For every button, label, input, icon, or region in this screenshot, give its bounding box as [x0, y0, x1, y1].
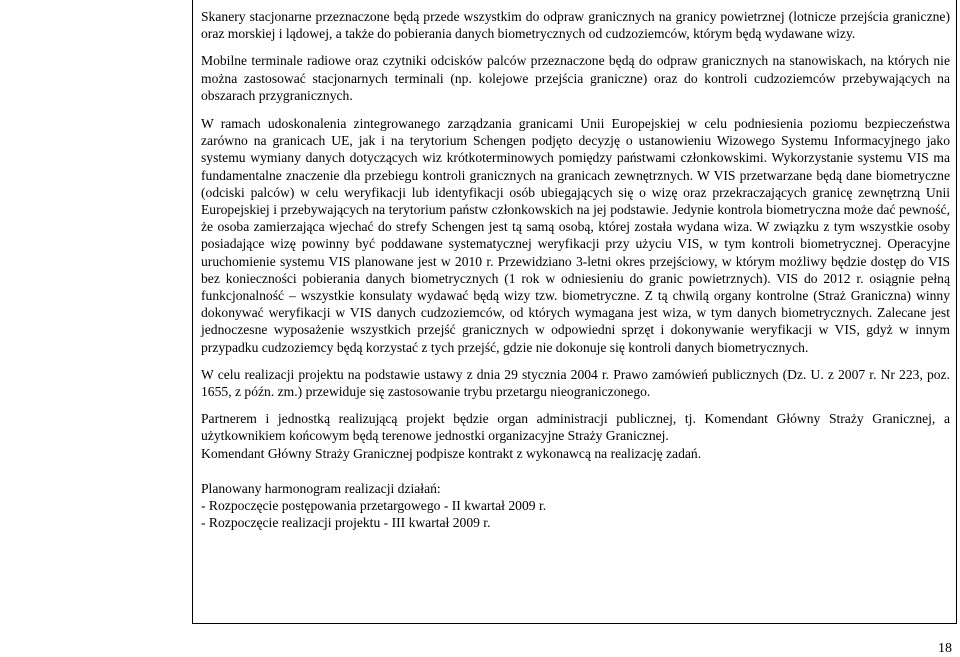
schedule-item: - Rozpoczęcie realizacji projektu - III kwartał 2009 r.	[201, 515, 491, 531]
document-body	[201, 8, 950, 531]
paragraph-vis-system: W ramach udoskonalenia zintegrowanego zarządzania granicami Unii Europejskiej w celu podniesienia poziomu bezpieczeństwa zarówno na granicach UE, jak i na terytorium Schengen podjęto decyzję o ustanowieniu Wizowego Systemu Informacyjnego jako systemu wymiany danych dotyczących wiz krótkoterminowych pomiędzy państwami członkowskimi. Wykorzystanie systemu VIS ma fundamentalne znaczenie dla przebiegu kontroli granicznych na granicach zewnętrznych. W VIS przetwarzane będą dane biometryczne (odciski palców) w celu weryfikacji lub identyfikacji osób ubiegających się o wizę oraz przekraczających granicę zewnętrzną Unii Europejskiej i przebywających na terytorium państw członkowskich na jej podstawie. Jedynie kontrola biometryczna może dać pewność, że osoba zamierzająca wjechać do strefy Schengen jest tą samą osobą, której została wydana wiza. W związku z tym wszystkie osoby posiadające wizę powinny być poddawane systematycznej weryfikacji przy użyciu VIS, w tym kontroli biometrycznej. Operacyjne uruchomienie systemu VIS planowane jest w 2010 r. Przewidziano 3-letni okres przejściowy, w którym możliwy będzie dostęp do VIS bez konieczności pobierania danych biometrycznych (1 rok w odniesieniu do granic powietrznych). VIS do 2012 r. osiągnie pełną funkcjonalność – wszystkie konsulaty wydawać będą wizy tzw. biometryczne. Z tą chwilą organy kontrolne (Straż Graniczna) winny dokonywać weryfikacji w VIS danych cudzoziemców, od których wymagana jest wiza, w tym danych biometrycznych. Zalecane jest jednoczesne wyposażenie wszystkich przejść granicznych w odpowiedni sprzęt i dokonywanie weryfikacji w VIS, gdyż w innym przypadku cudzoziemcy będą korzystać z tych przejść, gdzie nie dokonuje się kontroli danych biometrycznych.	[201, 116, 950, 355]
paragraph-partner: Partnerem i jednostką realizującą projekt będzie organ administracji publicznej, tj. Komendant Główny Straży Granicznej, a użytkownikiem końcowym będą terenowe jednostki organizacyjne Straży Granicznej.	[201, 411, 950, 444]
paragraph-contract: Komendant Główny Straży Granicznej podpisze kontrakt z wykonawcą na realizację zadań.	[201, 445, 702, 461]
table-border-bottom	[192, 623, 957, 624]
paragraph-procurement: W celu realizacji projektu na podstawie ustawy z dnia 29 stycznia 2004 r. Prawo zamówień publicznych (Dz. U. z 2007 r. Nr 223, poz. 1655, z późn. zm.) przewiduje się zastosowanie trybu przetargu nieograniczonego.	[201, 366, 950, 400]
schedule-title: Planowany harmonogram realizacji działań:	[201, 480, 441, 496]
page-number: 18	[938, 641, 952, 656]
paragraph-stationary-scanners: Skanery stacjonarne przeznaczone będą przede wszystkim do odpraw granicznych na granicy powietrznej (lotnicze przejścia graniczne) oraz morskiej i lądowej, a także do pobierania danych biometrycznych od cudzoziemców, którym będą wydawane wizy.	[201, 9, 950, 42]
paragraph-mobile-terminals: Mobilne terminale radiowe oraz czytniki odcisków palców przeznaczone będą do odpraw granicznych na stanowiskach, na których nie można zastosować stacjonarnych terminali (np. kolejowe przejścia graniczne) oraz do kontroli cudzoziemców przebywających na obszarach przygranicznych.	[201, 53, 950, 103]
table-border-right	[956, 0, 957, 624]
schedule-item: - Rozpoczęcie postępowania przetargowego - II kwartał 2009 r.	[201, 498, 547, 514]
table-border-left	[192, 0, 193, 624]
